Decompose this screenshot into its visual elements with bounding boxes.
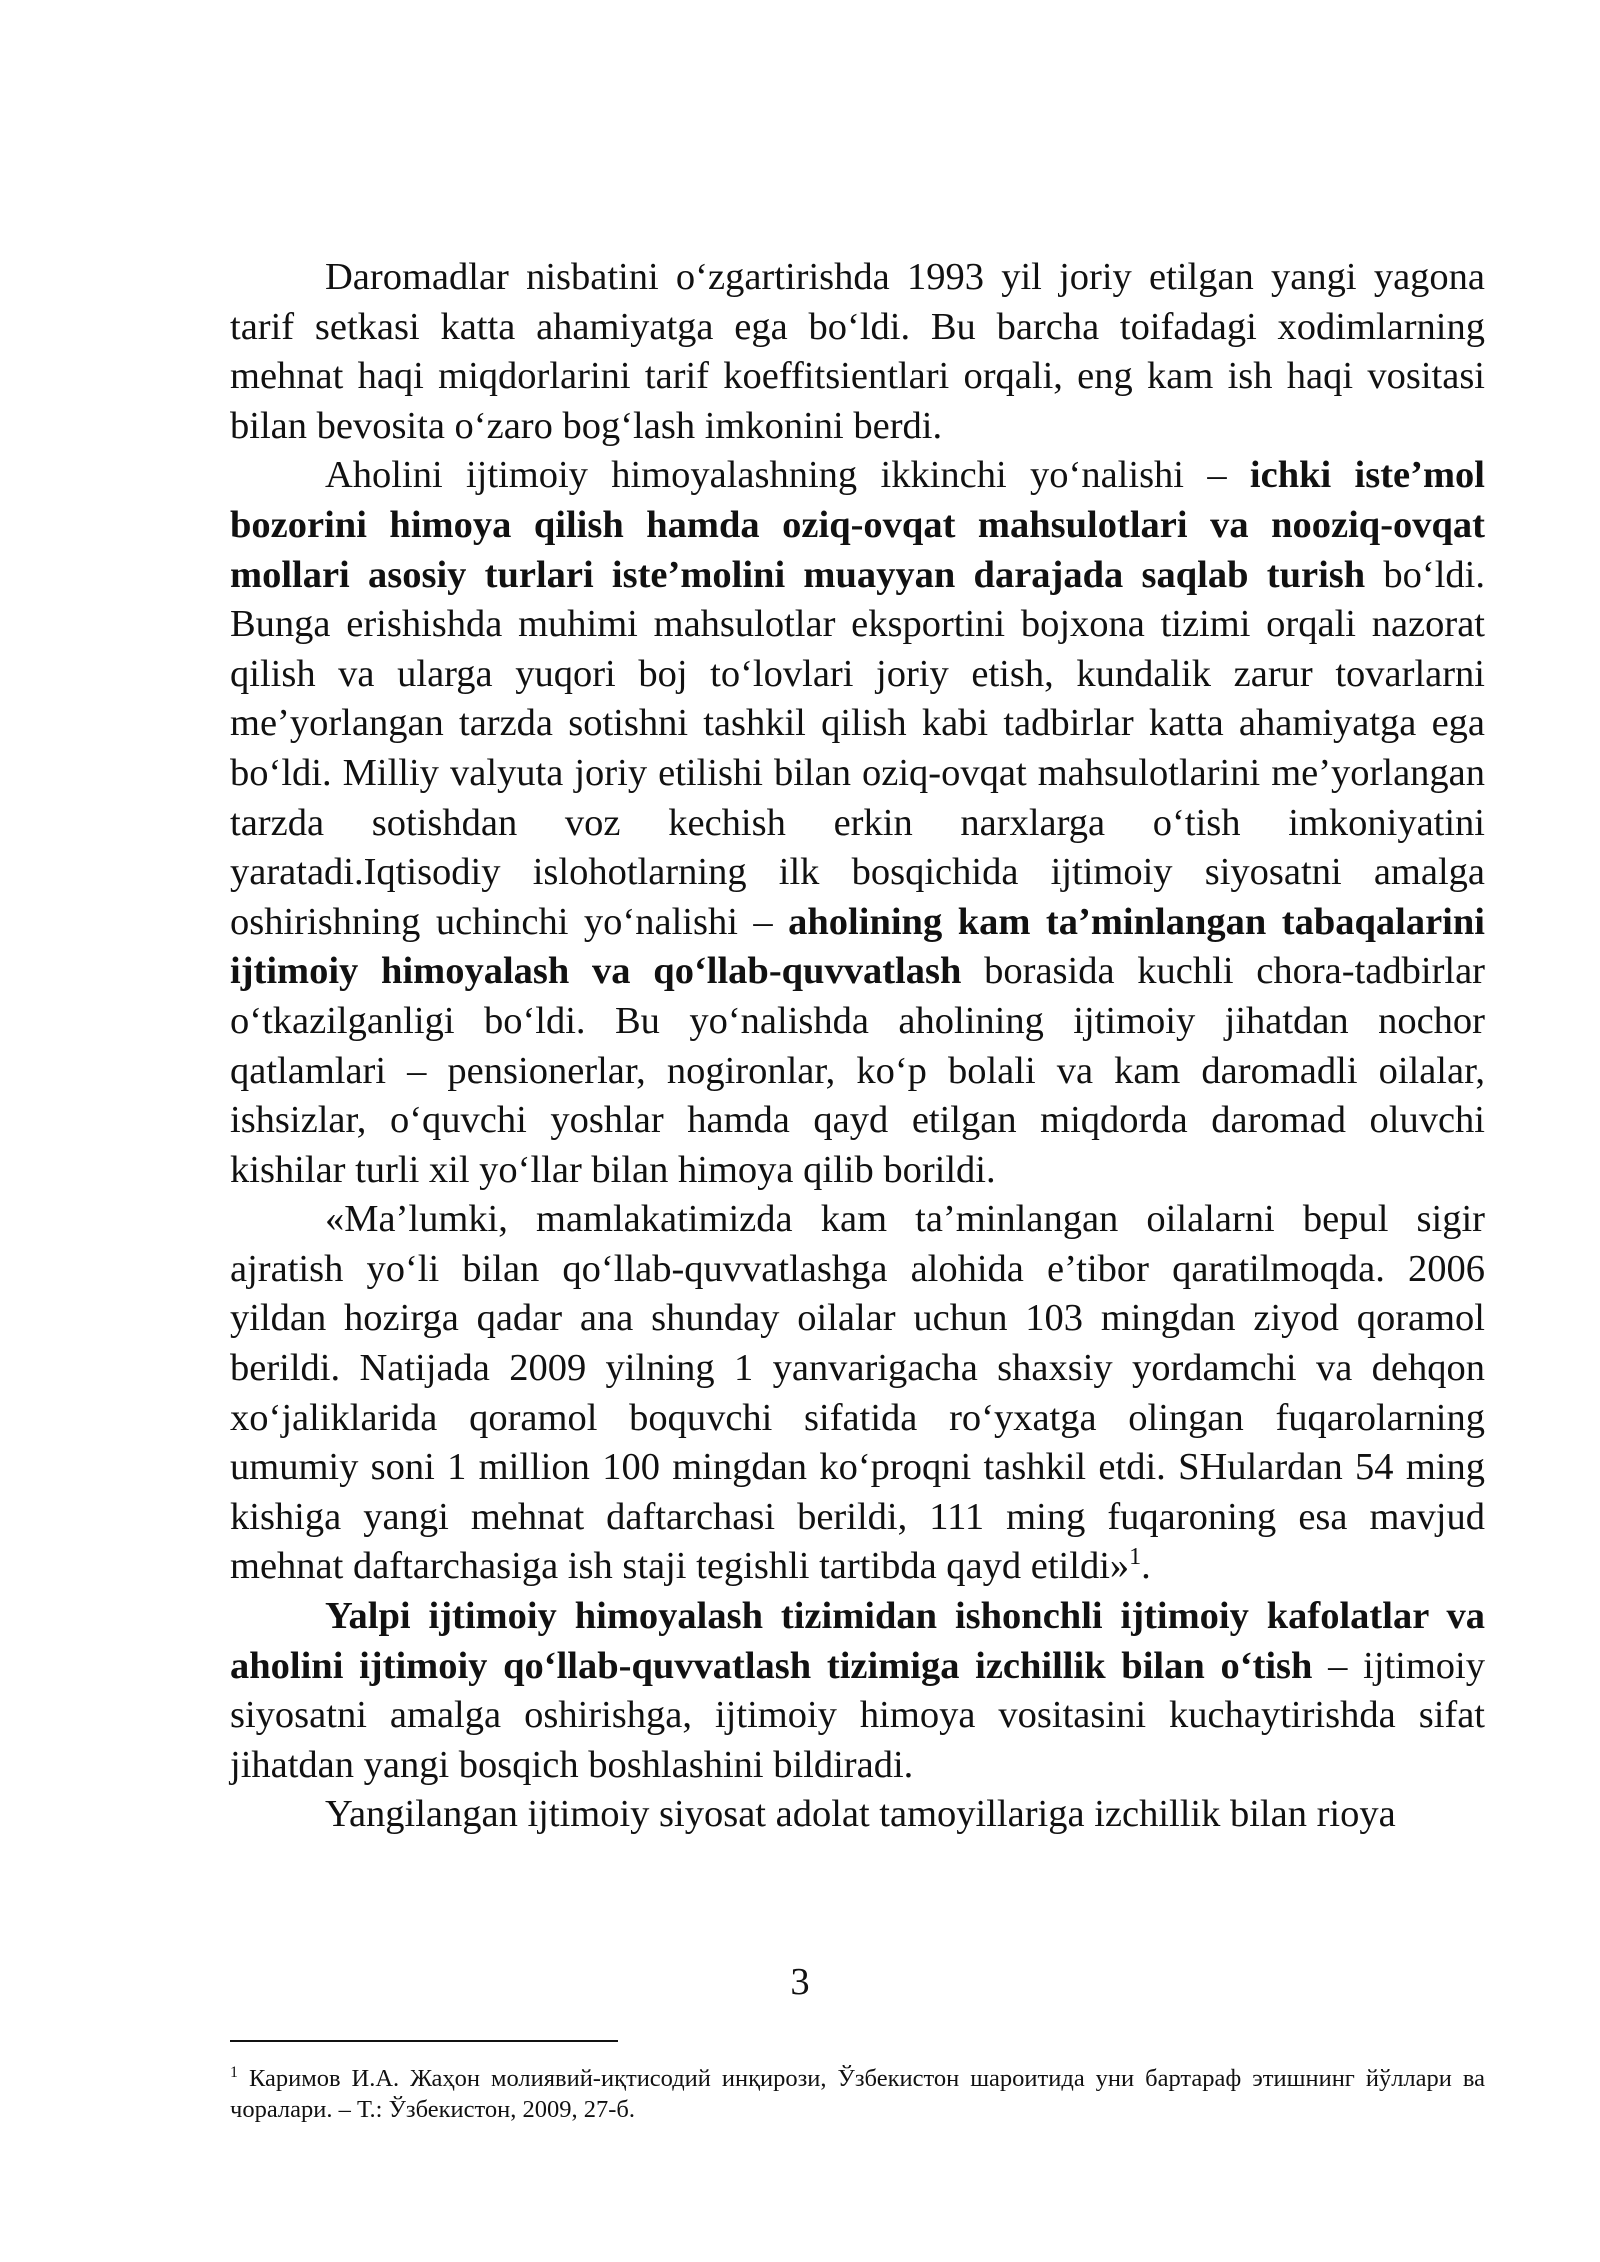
paragraph-text: Daromadlar nisbatini o‘zgartirishda 1993 yil joriy etilgan yangi yagona tarif setkasi katta ahamiyatga ega bo‘ldi. Bu barcha toifadagi xodimlarning mehnat haqi miqdorlarini tarif koeffitsientlari orqali, eng kam ish haqi vositasi bilan bevosita o‘zaro bog‘lash imkonini berdi. bbox=[230, 256, 1485, 447]
paragraph-text: bo‘ldi. Bunga erishishda muhimi mahsulotlar eksportini bojxona tizimi orqali nazorat qilish va ularga yuqori boj to‘lovlari joriy etish, kundalik zarur tovarlarni me’yorlangan tarzda sotishni tashkil qilish kabi tadbirlar katta ahamiyatga ega bo‘ldi. Milliy valyuta joriy etilishi bilan oziq-ovqat mahsulotlarini me’yorlangan tarzda sotishdan voz kechish erkin narxlarga o‘tish imkoniyatini yaratadi.Iqtisodiy islohotlarning ilk bosqichida ijtimoiy siyosatni amalga oshirishning uchinchi yo‘nalishi – bbox=[230, 553, 1485, 943]
paragraph-2 bbox=[230, 451, 1485, 1195]
footnote-reference[interactable]: 1 bbox=[1129, 1544, 1142, 1571]
paragraph-text: Aholini ijtimoiy himoyalashning ikkinchi yo‘nalishi – bbox=[325, 454, 1250, 497]
paragraph-text: borasida kuchli chora-tadbirlar o‘tkazilganligi bo‘ldi. Bu yo‘nalishda aholining ijtimoiy jihatdan nochor qatlamlari – pensionerlar, nogironlar, ko‘p bolali va kam daromadli oilalar, ishsizlar, o‘quvchi yoshlar hamda qayd etilgan miqdorda daromad oluvchi kishilar turli xil yo‘llar bilan himoya qilib borildi. bbox=[230, 950, 1485, 1191]
paragraph-5 bbox=[230, 1790, 1485, 1840]
emphasis-text: aholining kam ta’minlangan tabaqalarini ijtimoiy himoyalash va qo‘llab-quvvatlash bbox=[230, 900, 1485, 993]
emphasis-text: ichki iste’mol bozorini himoya qilish hamda oziq-ovqat mahsulotlari va nooziq-ovqat mollari asosiy turlari iste’molini muayyan darajada saqlab turish bbox=[230, 454, 1485, 596]
footnote-marker: 1 bbox=[230, 2063, 238, 2081]
footnote-text: Каримов И.А. Жаҳон молиявий-иқтисодий инқирози, Ўзбекистон шароитида уни бартараф этишнинг йўллари ва чоралари. – Т.: Ўзбекистон, 2009, 27-б. bbox=[230, 2065, 1485, 2123]
paragraph-text: Yangilangan ijtimoiy siyosat adolat tamoyillariga izchillik bilan rioya bbox=[325, 1793, 1396, 1836]
paragraph-text: – ijtimoiy siyosatni amalga oshirishga, ijtimoiy himoya vositasini kuchaytirishda sifat jihatdan yangi bosqich boshlashini bildiradi. bbox=[230, 1644, 1485, 1786]
paragraph-4 bbox=[230, 1592, 1485, 1790]
paragraph-3-quote bbox=[230, 1195, 1485, 1592]
footnote bbox=[230, 2063, 1485, 2125]
document-body bbox=[230, 253, 1485, 1840]
page-number: 3 bbox=[790, 1961, 810, 2003]
footnote-divider bbox=[230, 2040, 618, 2042]
emphasis-text: Yalpi ijtimoiy himoyalash tizimidan ishonchli ijtimoiy kafolatlar va aholini ijtimoiy qo‘llab-quvvatlash tizimiga izchillik bilan o‘tish bbox=[230, 1595, 1485, 1687]
paragraph-text: . bbox=[1141, 1545, 1151, 1588]
paragraph-1 bbox=[230, 253, 1485, 451]
paragraph-text: «Ma’lumki, mamlakatimizda kam ta’minlangan oilalarni bepul sigir ajratish yo‘li bilan qo‘llab-quvvatlashga alohida e’tibor qaratilmoqda. 2006 yildan hozirga qadar ana shunday oilalar uchun 103 mingdan ziyod qoramol berildi. Natijada 2009 yilning 1 yanvarigacha shaxsiy yordamchi va dehqon xo‘jaliklarida qoramol boquvchi sifatida ro‘yxatga olingan fuqarolarning umumiy soni 1 million 100 mingdan ko‘proqni tashkil etdi. SHulardan 54 ming kishiga yangi mehnat daftarchasi berildi, 111 ming fuqaroning esa mavjud mehnat daftarchasiga ish staji tegishli tartibda qayd etildi» bbox=[230, 1198, 1485, 1588]
